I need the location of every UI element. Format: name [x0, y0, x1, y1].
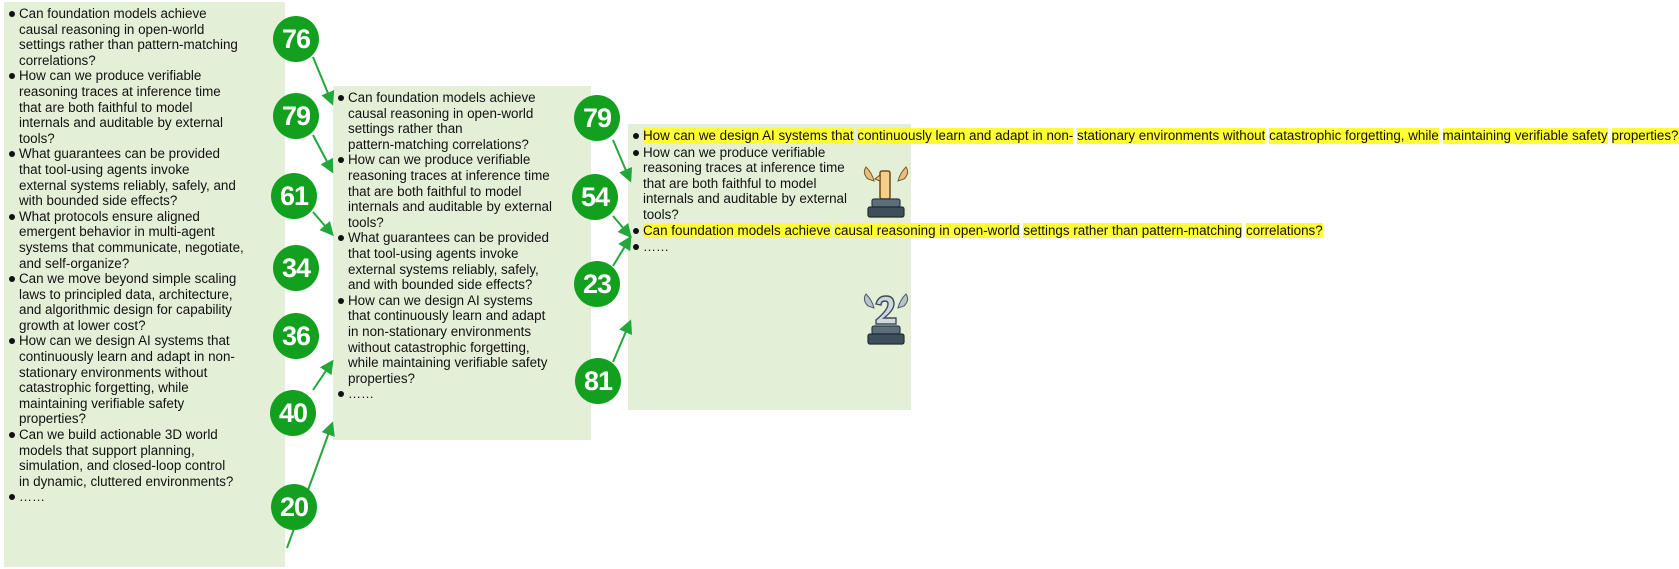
question-line: Can foundation models achieve [643, 222, 831, 238]
score-badge: 79 [273, 93, 319, 139]
question-line: external systems reliably, safely, [348, 261, 539, 277]
question-line: Can foundation models achieve [19, 6, 207, 21]
question-line: in dynamic, cluttered environments? [19, 473, 234, 489]
middle-question-list [333, 86, 591, 402]
question-line: that tool-using agents invoke [19, 161, 190, 177]
ellipsis-text: …… [643, 239, 669, 255]
arrow-left-3-to-middle [313, 212, 332, 234]
right-ellipsis [632, 239, 911, 255]
second-place-trophy-icon [862, 292, 910, 346]
left-question-2 [8, 68, 285, 146]
score-badge: 54 [572, 174, 618, 220]
left-question-5 [8, 271, 285, 333]
left-question-7 [8, 427, 285, 489]
question-line: without catastrophic forgetting, [348, 339, 530, 355]
question-line: settings rather than pattern-matching [19, 37, 238, 53]
question-line: causal reasoning in open-world [834, 222, 1020, 238]
question-line: stationary environments without [19, 364, 208, 380]
arrow-left-2-to-middle [313, 135, 332, 171]
question-line: properties? [348, 370, 415, 386]
left-question-6 [8, 333, 285, 427]
question-line: properties? [1611, 128, 1679, 143]
panel-left [4, 2, 285, 567]
question-line: tools? [643, 206, 679, 222]
right-question-1-highlighted [632, 128, 1679, 145]
question-line: pattern-matching correlations? [348, 136, 529, 152]
question-line: and algorithmic design for capability [19, 302, 232, 318]
question-line: Can foundation models achieve [348, 90, 536, 105]
question-line: in non-stationary environments [348, 323, 532, 339]
left-question-1 [8, 6, 285, 68]
question-line: settings rather than pattern-matching [1023, 222, 1243, 238]
question-line: models that support planning, [19, 442, 195, 458]
question-line: reasoning traces at inference time [348, 167, 550, 183]
question-line: and with bounded side effects? [348, 277, 533, 293]
question-line: with bounded side effects? [19, 193, 178, 209]
question-line: maintaining verifiable safety [1442, 128, 1608, 143]
arrow-left-1-to-middle [313, 57, 332, 103]
question-line: catastrophic forgetting, while [1269, 128, 1439, 143]
question-line: that continuously learn and adapt [348, 308, 546, 324]
question-line: that are both faithful to model [19, 99, 193, 115]
score-badge: 61 [271, 173, 317, 219]
question-line: continuously learn and adapt in non- [19, 349, 235, 365]
question-line: laws to principled data, architecture, [19, 286, 233, 302]
question-line: settings rather than [348, 121, 463, 137]
question-line: reasoning traces at inference time [643, 160, 845, 176]
panel-middle [333, 86, 591, 440]
score-badge: 36 [273, 313, 319, 359]
left-question-4 [8, 209, 285, 271]
question-line: external systems reliably, safely, and [19, 177, 236, 193]
question-line: simulation, and closed-loop control [19, 458, 226, 474]
score-badge: 81 [575, 358, 621, 404]
question-line: correlations? [1246, 222, 1323, 238]
question-line: internals and auditable by external [19, 115, 223, 131]
left-question-3 [8, 146, 285, 208]
question-line: How can we design AI systems that [19, 333, 230, 349]
middle-question-2 [337, 152, 591, 230]
score-badge: 40 [270, 390, 316, 436]
middle-ellipsis [337, 386, 591, 402]
question-line: How can we design AI systems that [643, 128, 854, 143]
question-line: that are both faithful to model [643, 175, 817, 191]
question-line: How can we produce verifiable [348, 152, 531, 168]
question-line: stationary environments without [1077, 128, 1266, 143]
question-line: while maintaining verifiable safety [348, 355, 548, 371]
question-line: How can we produce verifiable [19, 68, 202, 84]
score-badge: 20 [271, 484, 317, 530]
ellipsis-text: …… [19, 489, 45, 505]
ellipsis-text: …… [348, 386, 374, 402]
question-line: tools? [348, 214, 384, 230]
question-line: What protocols ensure aligned [19, 208, 200, 224]
question-line: causal reasoning in open-world [19, 21, 205, 37]
question-line: continuously learn and adapt in non- [857, 128, 1074, 143]
score-badge: 23 [574, 261, 620, 307]
middle-question-4 [337, 293, 591, 387]
question-line: causal reasoning in open-world [348, 105, 534, 121]
left-ellipsis [8, 489, 285, 505]
middle-question-1 [337, 90, 591, 152]
question-line: How can we produce verifiable [643, 144, 826, 160]
question-line: and self-organize? [19, 255, 130, 271]
left-question-list [4, 2, 285, 505]
right-question-3-highlighted [632, 222, 1323, 240]
question-line: emergent behavior in multi-agent [19, 224, 215, 240]
question-line: internals and auditable by external [348, 199, 552, 215]
question-line: that tool-using agents invoke [348, 245, 519, 261]
question-line: What guarantees can be provided [348, 230, 549, 246]
middle-question-3 [337, 230, 591, 292]
question-line: systems that communicate, negotiate, [19, 239, 244, 255]
question-line: tools? [19, 130, 55, 146]
first-place-trophy-icon [862, 165, 910, 219]
question-line: correlations? [19, 52, 96, 68]
score-badge: 76 [273, 16, 319, 62]
question-line: growth at lower cost? [19, 317, 146, 333]
question-line: internals and auditable by external [643, 191, 847, 207]
question-line: that are both faithful to model [348, 183, 522, 199]
question-line: Can we move beyond simple scaling [19, 271, 237, 287]
question-line: reasoning traces at inference time [19, 83, 221, 99]
question-line: Can we build actionable 3D world [19, 427, 218, 443]
score-badge: 79 [574, 95, 620, 141]
question-line: maintaining verifiable safety [19, 395, 185, 411]
question-line: How can we design AI systems [348, 292, 533, 308]
score-badge: 34 [273, 245, 319, 291]
question-line: catastrophic forgetting, while [19, 380, 189, 396]
question-line: What guarantees can be provided [19, 146, 220, 162]
arrow-left-6-to-middle [313, 362, 332, 390]
question-line: properties? [19, 411, 86, 427]
